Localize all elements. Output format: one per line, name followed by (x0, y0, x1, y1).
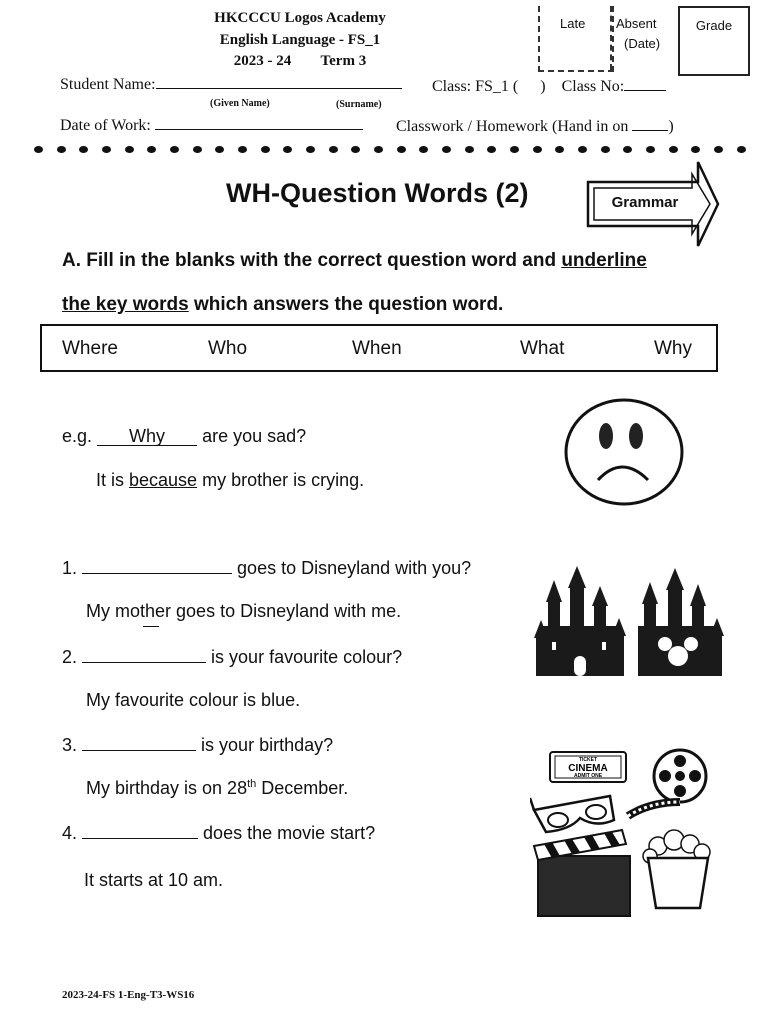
question-text: does the movie start? (203, 823, 376, 843)
example-reply-start: It is (96, 470, 130, 490)
film-reel-icon (628, 750, 706, 816)
surname-caption: (Surname) (336, 99, 382, 110)
popcorn-icon (643, 830, 710, 908)
ticket-main-text: CINEMA (568, 763, 608, 774)
absent-date-label: (Date) (624, 36, 661, 51)
instruction-key-words: the key words (62, 294, 189, 315)
question-3 (62, 735, 333, 756)
answer-sentence-2: My favourite colour is blue. (86, 690, 301, 710)
student-name-blank[interactable] (156, 88, 402, 89)
grammar-badge (586, 160, 722, 248)
answer-superscript: th (247, 778, 257, 790)
sad-face-icon (562, 396, 686, 508)
question-text: is your favourite colour? (211, 647, 403, 667)
answer-sentence-3 (86, 778, 348, 799)
date-of-work-row (60, 117, 363, 135)
student-name-row (60, 76, 402, 94)
example-key-word: because (129, 470, 198, 490)
ticket-bottom-text: ADMIT ONE (573, 773, 603, 779)
answer-end: December. (256, 778, 349, 798)
ticket-icon (550, 752, 626, 782)
example-question (62, 426, 306, 447)
answer-sentence-1 (86, 601, 401, 622)
answer-blank-4[interactable] (82, 838, 198, 839)
example-reply (96, 470, 364, 491)
school-year: 2023 - 24 (233, 53, 292, 69)
given-name-caption: (Given Name) (210, 98, 270, 109)
hand-in-blank[interactable] (632, 130, 668, 131)
dotted-separator (34, 146, 746, 153)
3d-glasses-icon (530, 796, 614, 832)
question-1 (62, 558, 471, 579)
late-label: Late (560, 16, 586, 31)
question-number: 3. (62, 735, 78, 755)
date-of-work-label: Date of Work: (60, 117, 151, 134)
cinema-icon (530, 746, 720, 920)
class-no-label: Class No: (561, 78, 625, 95)
classwork-label: Classwork / Homework (Hand in on (396, 118, 629, 135)
example-answer: Why (97, 427, 197, 446)
instruction-text-end: which answers the question word. (188, 294, 504, 315)
date-of-work-blank[interactable] (155, 129, 363, 130)
term-label: Term 3 (320, 53, 367, 69)
class-label: Class: FS_1 ( (432, 78, 519, 95)
student-name-label: Student Name: (60, 76, 156, 93)
class-no-blank[interactable] (624, 90, 666, 91)
answer-blank-2[interactable] (82, 662, 206, 663)
ticket-top-text: TICKET (578, 757, 598, 763)
question-number: 2. (62, 647, 78, 667)
question-number: 4. (62, 823, 78, 843)
grammar-label: Grammar (611, 194, 679, 211)
instruction-line-1 (62, 250, 647, 272)
worksheet-code: 2023-24-FS 1-Eng-T3-WS16 (62, 989, 195, 1001)
class-close: ) (540, 78, 546, 95)
answer-blank-1[interactable] (82, 573, 232, 574)
answer-start: My birthday is on 28 (86, 778, 248, 798)
word-bank-item: What (520, 338, 565, 359)
question-4 (62, 823, 375, 844)
school-name: HKCCCU Logos Academy (214, 10, 386, 26)
answer-end: goes to Disneyland with me. (171, 601, 402, 621)
word-bank-item: Who (208, 338, 248, 359)
answer-blank-3[interactable] (82, 750, 196, 751)
late-absent-box (538, 6, 614, 72)
word-bank-item: When (352, 338, 402, 359)
question-text: is your birthday? (201, 735, 334, 755)
example-question-text: are you sad? (202, 426, 307, 446)
year-term-line (90, 53, 510, 70)
question-2 (62, 647, 402, 668)
hand-in-row (396, 118, 674, 136)
word-bank (40, 324, 718, 372)
instruction-text: A. Fill in the blanks with the correct question word and (62, 250, 562, 271)
example-prefix: e.g. (62, 426, 93, 446)
instruction-underline-word: underline (561, 250, 647, 271)
classwork-close: ) (668, 118, 674, 135)
question-text: goes to Disneyland with you? (237, 558, 472, 578)
answer-sentence-4: It starts at 10 am. (84, 870, 224, 890)
instruction-line-2 (62, 294, 503, 316)
word-bank-item: Why (654, 338, 692, 359)
castle-icon (532, 564, 728, 682)
subject-line: English Language - FS_1 (219, 32, 381, 48)
word-bank-item: Where (62, 338, 118, 359)
grade-box (678, 6, 750, 76)
answer-key-word: mother (115, 601, 171, 621)
answer-start: My (86, 601, 115, 621)
clapperboard-icon (534, 830, 630, 916)
worksheet-title: WH-Question Words (2) (226, 178, 529, 208)
absent-label: Absent (616, 16, 657, 31)
example-reply-end: my brother is crying. (197, 470, 365, 490)
class-row (432, 78, 666, 96)
question-number: 1. (62, 558, 78, 578)
grade-label: Grade (695, 18, 733, 33)
